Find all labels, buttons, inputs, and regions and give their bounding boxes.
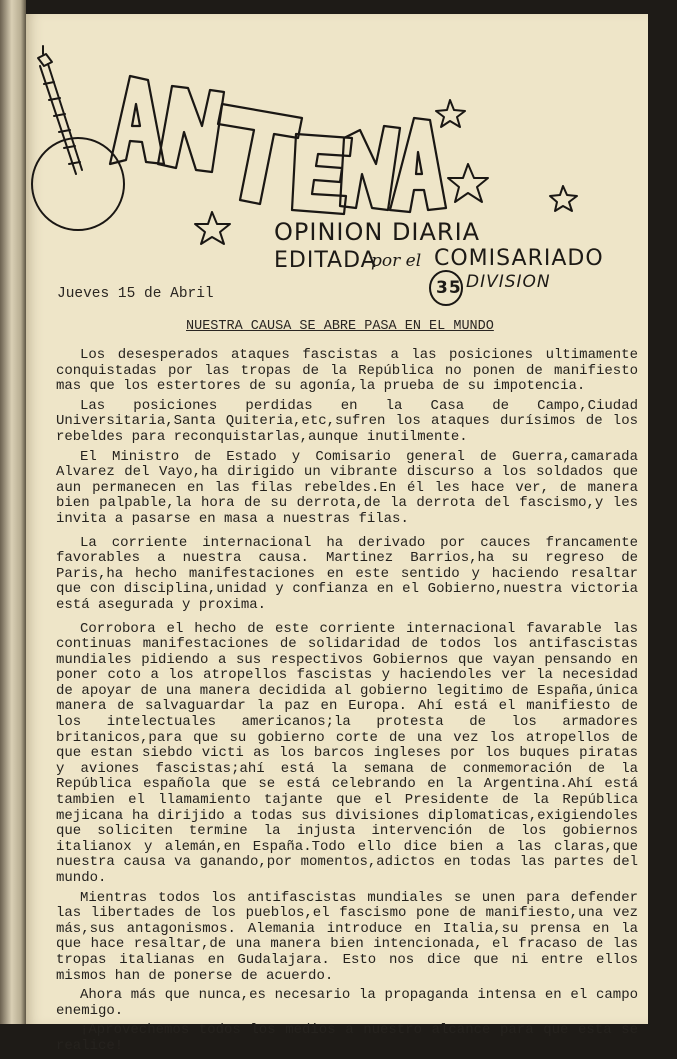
book-binding-edge [0,0,26,1024]
article-paragraph: Corrobora el hecho de este corriente internacional favarable las continuas manifestaciones de solidaridad de todos los antifascistas mundiales pidiendo a sus respectivos Gobiernos que vayan pensando en poner coto a los atropellos fascistas y haciendoles ver la necesidad de apoyar de una manera decidida al gobierno legitimo de España,única manera de salvaguardar la paz en Europa. Ahí está el manifiesto de los intelectuales americanos;la protesta de los armadores britanicos,para que su gobierno corte de una vez los atropellos de que estan siebdo victi as los barcos ingleses por los buques piratas y aviones fascistas;ahí está la semana de conmemoración de la República española que se está celebrando en la Argentina.Ahí está tambien el llamamiento tajante que el Presidente de la República mejicana ha dirijido a todas sus divisiones diplomaticas,exigiendoles que soliciten termine la injusta intervención de los gobiernos italianox y alemán,en España.Todo ello dice bien a las claras,que nuestra causa va ganando,por momentos,adictos en todas las partes del mundo. [56,620,638,886]
article-headline: NUESTRA CAUSA SE ABRE PASA EN EL MUNDO [186,319,494,334]
star-icon [436,100,465,127]
globe-icon [32,138,124,230]
masthead-subtitle-line1: OPINION DIARIA [274,218,481,246]
division-label: DIVISION [466,272,551,292]
division-number: 35 [436,278,462,298]
star-icon [448,164,488,202]
star-icon [550,186,577,211]
masthead-subtitle-line2-by: por el [371,251,422,271]
article-body [56,348,638,1059]
star-icon [195,212,230,244]
article-paragraph: ¡Aprovechemos todos los medios a nuestro alcance para que esta se realice! [56,1022,638,1054]
article-paragraph: Los desesperados ataques fascistas a las posiciones ultimamente conquistadas por las tropas de la República no ponen de manifiesto mas que los estertores de su agonía,la prueba de su impotencia. [56,347,638,395]
article-paragraph: La corriente internacional ha derivado por cauces francamente favorables a nuestra causa. Martinez Barrios,ha su regreso de Paris,ha hecho manifestaciones en este sentido y haciendo resaltar que con disciplina,unidad y confianza en el Gobierno,nuestra victoria está asegurada y proxima. [56,534,638,613]
issue-date: Jueves 15 de Abril [57,286,214,302]
masthead-subtitle-line2-a: EDITADA [274,248,377,273]
article-paragraph: Ahora más que nunca,es necesario la propaganda intensa en el campo enemigo. [56,987,638,1019]
article-paragraph: El Ministro de Estado y Comisario general de Guerra,camarada Alvarez del Vayo,ha dirigido un vibrante discurso a los soldados que aun permanecen en las filas rebeldes.En él les hace ver, de manera bien palpable,la hora de su derrota,de la derrota del fascismo,y les invita a pasarse en masa a nuestras filas. [56,448,638,527]
newspaper-page [26,14,648,1054]
masthead [26,14,648,314]
radio-antenna-icon [38,46,82,174]
masthead-title-logo [110,76,446,214]
article-paragraph: Las posiciones perdidas en la Casa de Campo,Ciudad Universitaria,Santa Quiteria,etc,sufren los ataques durísimos de los rebeldes para reconquistarlas,aunque inutilmente. [56,397,638,445]
article-paragraph: Mientras todos los antifascistas mundiales se unen para defender las libertades de los pueblos,el fascismo pone de manifiesto,una vez más,sus antagonismos. Alemania introduce en Italia,su prensa en la que hace resaltar,de una manera bien intencionada, el fracaso de las tropas italianas en Gudalajara. Esto nos dice que ni entre ellos mismos han de ponerse de acuerdo. [56,889,638,984]
masthead-subtitle-line2-b: COMISARIADO [434,246,604,271]
